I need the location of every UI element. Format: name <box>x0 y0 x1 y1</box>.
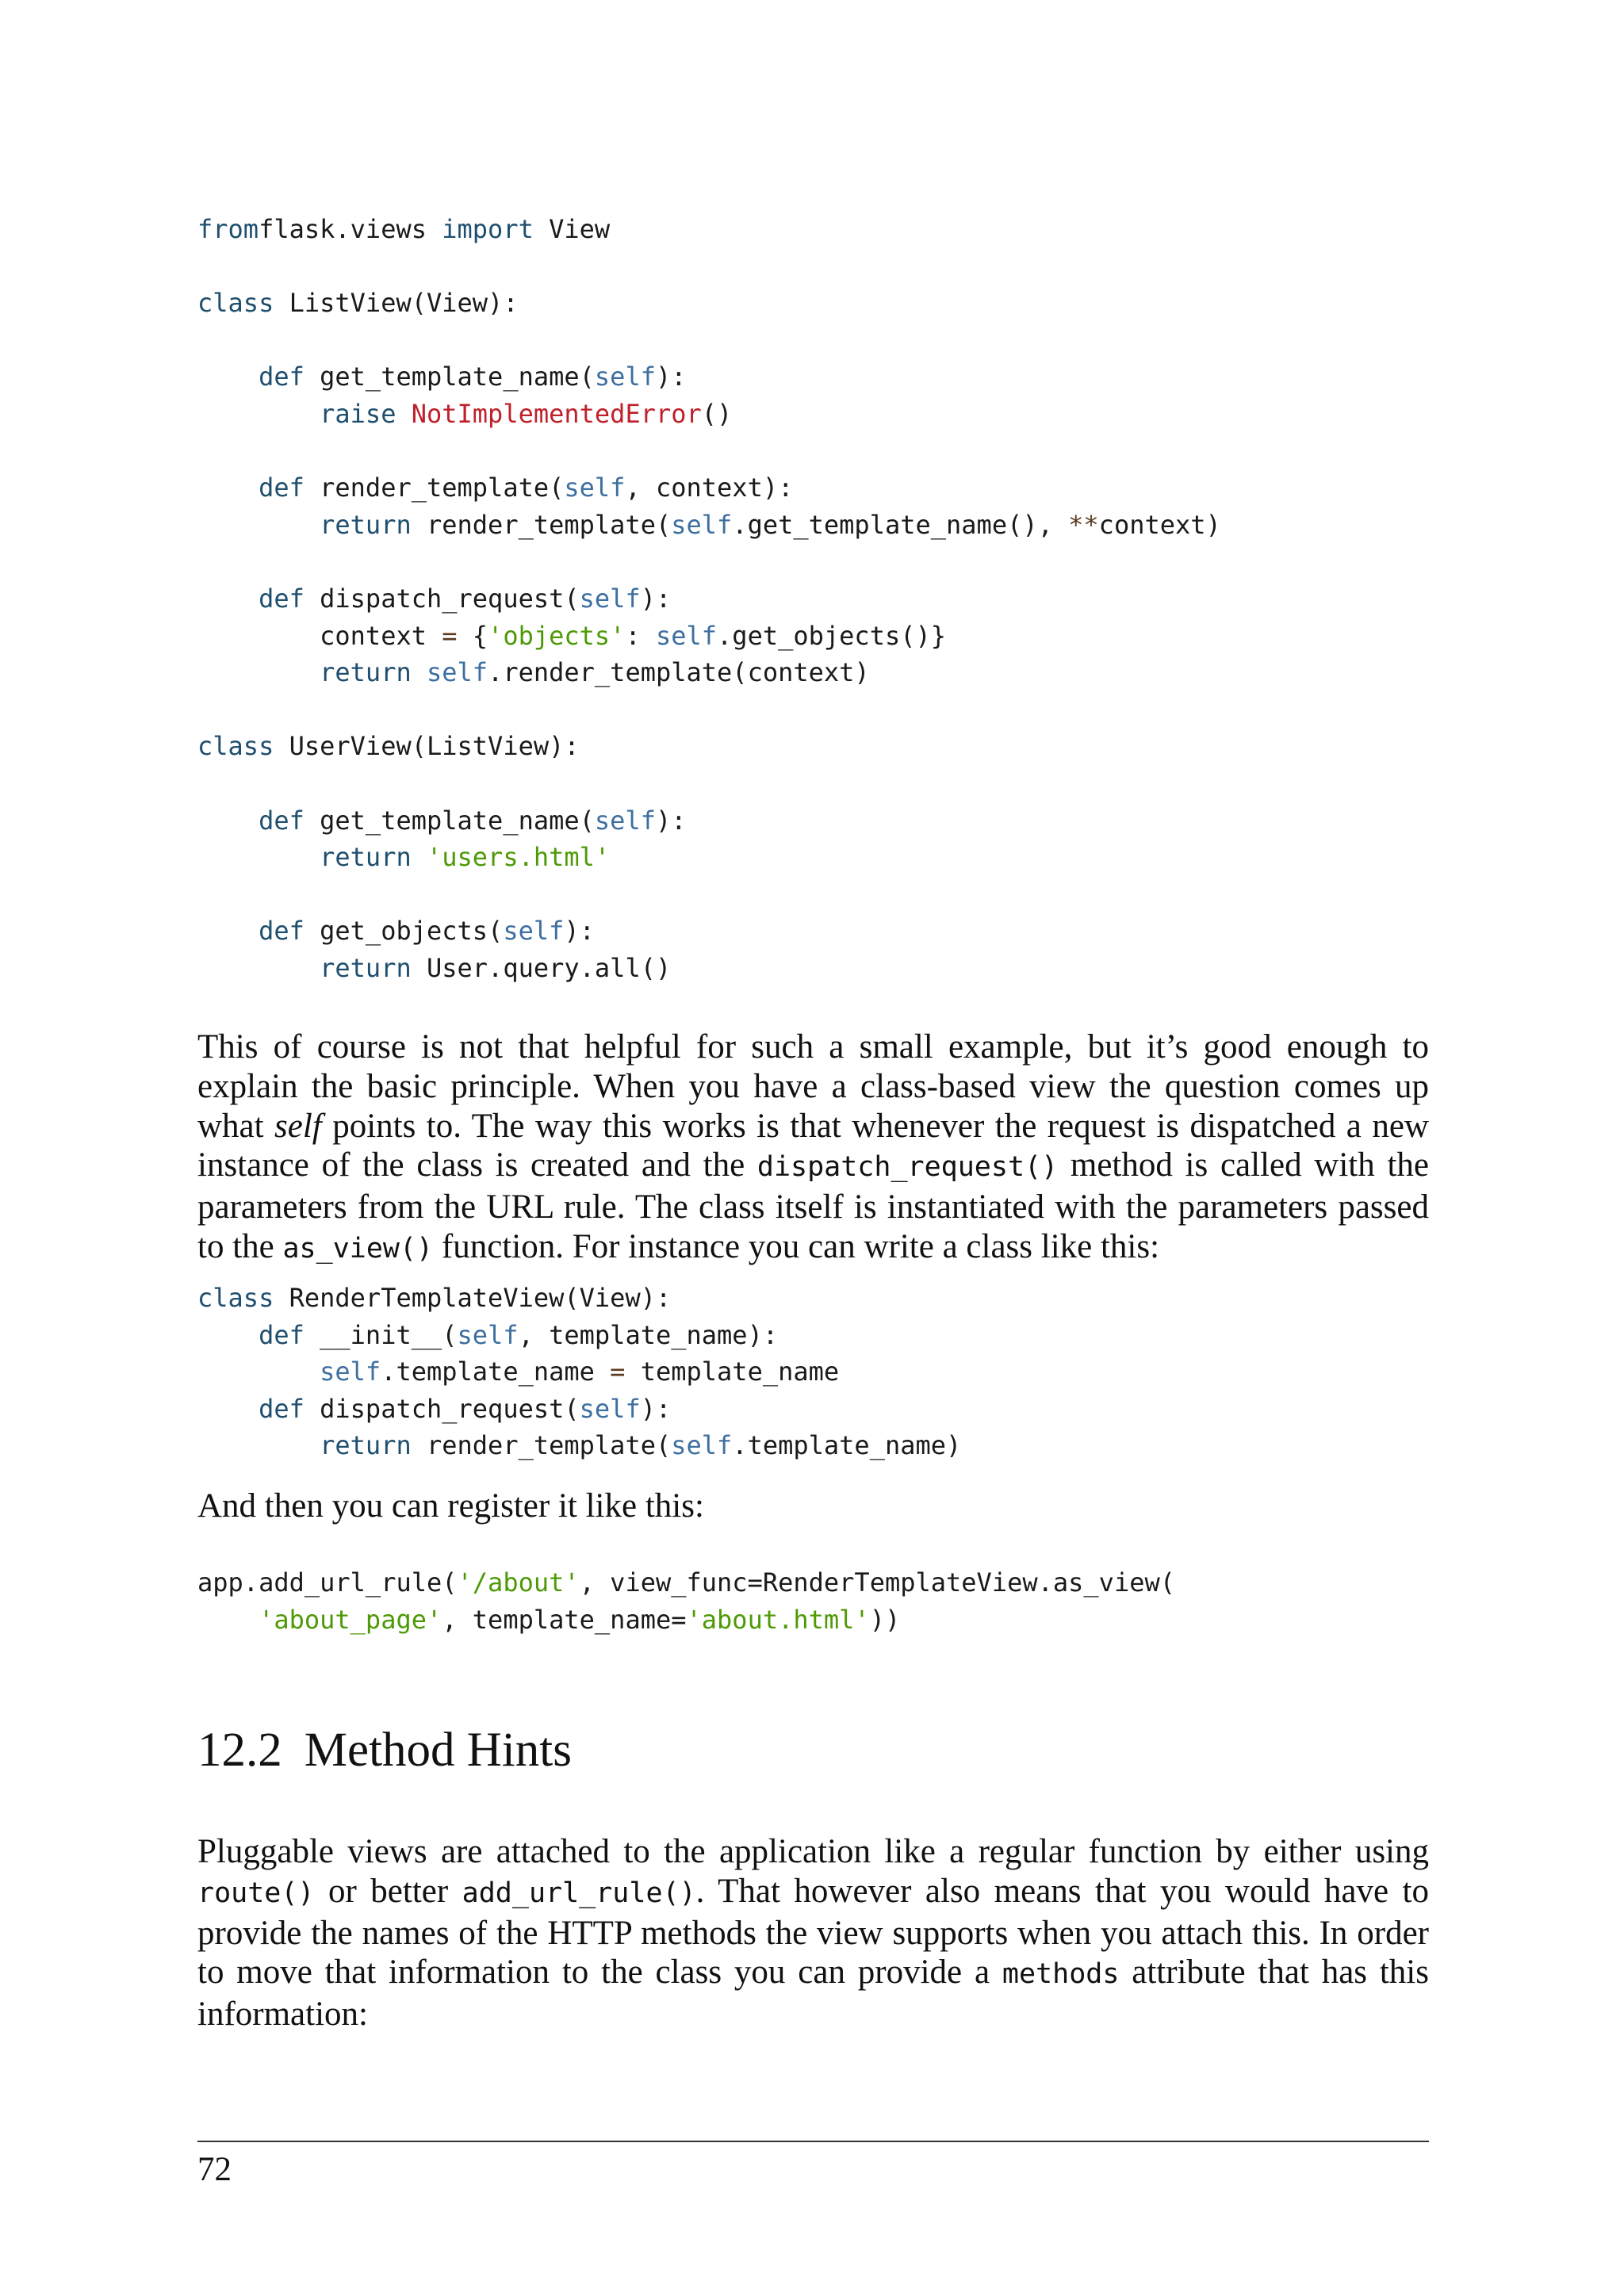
code-token: return <box>320 1430 412 1461</box>
code-token: self <box>564 473 626 503</box>
code-token <box>197 1430 320 1460</box>
code-token: ): <box>564 916 595 947</box>
text-run: Pluggable views are attached to the application like a regular function by either using <box>197 1833 1429 1870</box>
section-number: 12.2 <box>197 1724 282 1777</box>
code-token: self <box>579 583 641 614</box>
code-line <box>197 358 1221 396</box>
code-token: , view_func=RenderTemplateView.as_view( <box>579 1567 1175 1598</box>
code-token: self <box>320 1357 381 1387</box>
code-token: ): <box>655 805 687 836</box>
code-token <box>197 806 259 836</box>
code-token: '/about' <box>457 1567 580 1598</box>
code-token: template_name <box>625 1357 840 1387</box>
text-run: function. For instance you can write a class like this: <box>433 1227 1160 1265</box>
code-token: , context): <box>625 473 794 503</box>
code-token: 'about_page' <box>259 1604 442 1635</box>
text-run: or better <box>314 1872 462 1910</box>
code-token: .template_name <box>381 1357 611 1387</box>
code-token: ): <box>655 362 687 392</box>
code-token: return <box>320 952 412 983</box>
code-token: __init__( <box>304 1319 458 1350</box>
code-token: context) <box>1098 509 1221 540</box>
code-line <box>197 1601 1175 1639</box>
code-token: ListView(View): <box>274 288 519 319</box>
code-block-add-url-rule <box>197 1564 1175 1638</box>
code-token: render_template( <box>304 473 565 503</box>
code-line <box>197 654 1221 691</box>
code-line <box>197 507 1221 544</box>
code-token: UserView(ListView): <box>274 731 580 762</box>
code-block-listview <box>197 211 1221 986</box>
code-token: render_template( <box>411 509 672 540</box>
code-token: def <box>259 1319 304 1350</box>
code-token: return <box>320 509 412 540</box>
code-line <box>197 1280 961 1317</box>
code-token <box>197 1357 320 1387</box>
code-token: self <box>655 620 718 651</box>
code-token: class <box>197 288 274 319</box>
paragraph-method-hints <box>197 1832 1429 2034</box>
text-run: method is called with the parameters from the URL rule. The class itself is instantiated with the parameters passed to the <box>197 1146 1429 1265</box>
code-line <box>197 728 1221 765</box>
code-line <box>197 950 1221 987</box>
code-token: dispatch_request( <box>304 583 580 614</box>
code-block-render-template-view <box>197 1280 961 1464</box>
code-token: : <box>625 620 656 651</box>
code-token: return <box>320 657 412 688</box>
code-token: self <box>426 657 488 688</box>
text-run: self <box>274 1107 322 1145</box>
code-token: def <box>259 583 304 614</box>
code-token: 'users.html' <box>426 842 611 873</box>
code-token <box>412 842 427 872</box>
code-line <box>197 322 1221 359</box>
code-token <box>197 842 320 872</box>
code-line <box>197 1564 1175 1601</box>
code-token: raise <box>320 398 396 429</box>
code-line <box>197 543 1221 580</box>
inline-code: route() <box>197 1877 315 1909</box>
inline-code: as_view() <box>282 1232 434 1265</box>
code-token: def <box>259 916 304 947</box>
code-line <box>197 913 1221 950</box>
code-token: self <box>594 805 656 836</box>
code-token: { <box>457 620 488 651</box>
code-token <box>396 399 411 429</box>
code-line <box>197 1317 961 1354</box>
code-token: self <box>671 509 733 540</box>
code-token: .get_objects()} <box>717 620 947 651</box>
code-token: class <box>197 731 274 762</box>
inline-code: dispatch_request() <box>756 1151 1059 1184</box>
code-token <box>197 584 259 614</box>
paragraph-register-view <box>197 1487 1429 1526</box>
inline-code: add_url_rule() <box>462 1877 696 1909</box>
code-token <box>197 473 259 503</box>
code-token: = <box>442 620 458 651</box>
code-line <box>197 839 1221 876</box>
code-token: from <box>197 214 259 244</box>
code-token: self <box>594 362 656 392</box>
text-run: points to. The way this works is that whenever the request is dispatched a new instance of the class is created and the <box>197 1107 1429 1184</box>
code-token: render_template( <box>411 1430 672 1461</box>
code-token: def <box>259 1393 304 1424</box>
code-line <box>197 1391 961 1428</box>
code-token: View <box>533 214 611 244</box>
code-token: 'about.html' <box>686 1604 870 1635</box>
code-line <box>197 580 1221 618</box>
code-token: )) <box>869 1604 901 1635</box>
code-token <box>197 510 320 540</box>
code-line <box>197 691 1221 729</box>
code-token: self <box>579 1393 641 1424</box>
code-token: ): <box>640 1393 672 1424</box>
code-token: self <box>457 1319 519 1350</box>
code-token: = <box>610 1357 626 1387</box>
code-token: import <box>442 214 534 244</box>
code-token: def <box>259 473 304 503</box>
code-token <box>197 1394 259 1424</box>
code-token: context <box>197 620 442 651</box>
code-token <box>197 657 320 687</box>
code-line <box>197 1353 961 1391</box>
code-token: app.add_url_rule( <box>197 1567 458 1598</box>
code-token <box>197 362 259 392</box>
code-token: ** <box>1068 509 1099 540</box>
code-token <box>197 953 320 983</box>
section-heading <box>197 1722 572 1779</box>
code-token: User.query.all() <box>411 952 672 983</box>
code-token: get_template_name( <box>304 362 595 392</box>
code-line <box>197 765 1221 802</box>
code-token: get_objects( <box>304 916 504 947</box>
code-token: 'objects' <box>488 620 626 651</box>
text-run: This of course is not that helpful for such a small example, but it’s good enough to explain the basic principle. When you have a class-based view the question comes up what <box>197 1028 1429 1145</box>
text-run: attribute that has this information: <box>197 1954 1429 2034</box>
code-line <box>197 802 1221 840</box>
paragraph-class-based-view-explanation <box>197 1027 1429 1269</box>
code-token: NotImplementedError <box>411 398 702 429</box>
code-line <box>197 285 1221 322</box>
code-token: return <box>320 842 412 873</box>
page-number: 72 <box>197 2151 232 2188</box>
code-token: self <box>503 916 565 947</box>
code-token: ): <box>640 583 672 614</box>
code-token: () <box>701 398 733 429</box>
code-token: , template_name= <box>442 1604 687 1635</box>
code-token: get_template_name( <box>304 805 595 836</box>
code-token: dispatch_request( <box>304 1393 580 1424</box>
code-token: class <box>197 1283 274 1313</box>
code-token: .template_name) <box>732 1430 962 1461</box>
code-line <box>197 248 1221 285</box>
code-token: .render_template(context) <box>488 657 870 688</box>
inline-code: methods <box>1002 1958 1120 1991</box>
code-line <box>197 469 1221 507</box>
code-token: , template_name): <box>518 1319 779 1350</box>
section-title: Method Hints <box>304 1724 572 1777</box>
code-token <box>412 657 427 687</box>
code-line <box>197 433 1221 470</box>
code-token: flask.views <box>259 214 442 244</box>
footer-rule <box>197 2141 1429 2142</box>
code-token <box>197 1605 259 1635</box>
text-run: And then you can register it like this: <box>197 1487 704 1525</box>
code-line <box>197 211 1221 248</box>
code-line <box>197 1427 961 1464</box>
text-run: . That however also means that you would have to provide the names of the HTTP methods the view supports when you attach this. In order to move that information to the class you can provide a <box>197 1872 1430 1992</box>
code-token <box>197 916 259 946</box>
code-line <box>197 396 1221 433</box>
code-token: self <box>671 1430 733 1461</box>
code-token <box>197 1320 259 1350</box>
code-line <box>197 618 1221 655</box>
code-token: def <box>259 805 304 836</box>
code-token: def <box>259 362 304 392</box>
code-line <box>197 876 1221 913</box>
code-token <box>197 399 320 429</box>
code-token: .get_template_name(), <box>732 509 1069 540</box>
code-token: RenderTemplateView(View): <box>274 1283 672 1313</box>
